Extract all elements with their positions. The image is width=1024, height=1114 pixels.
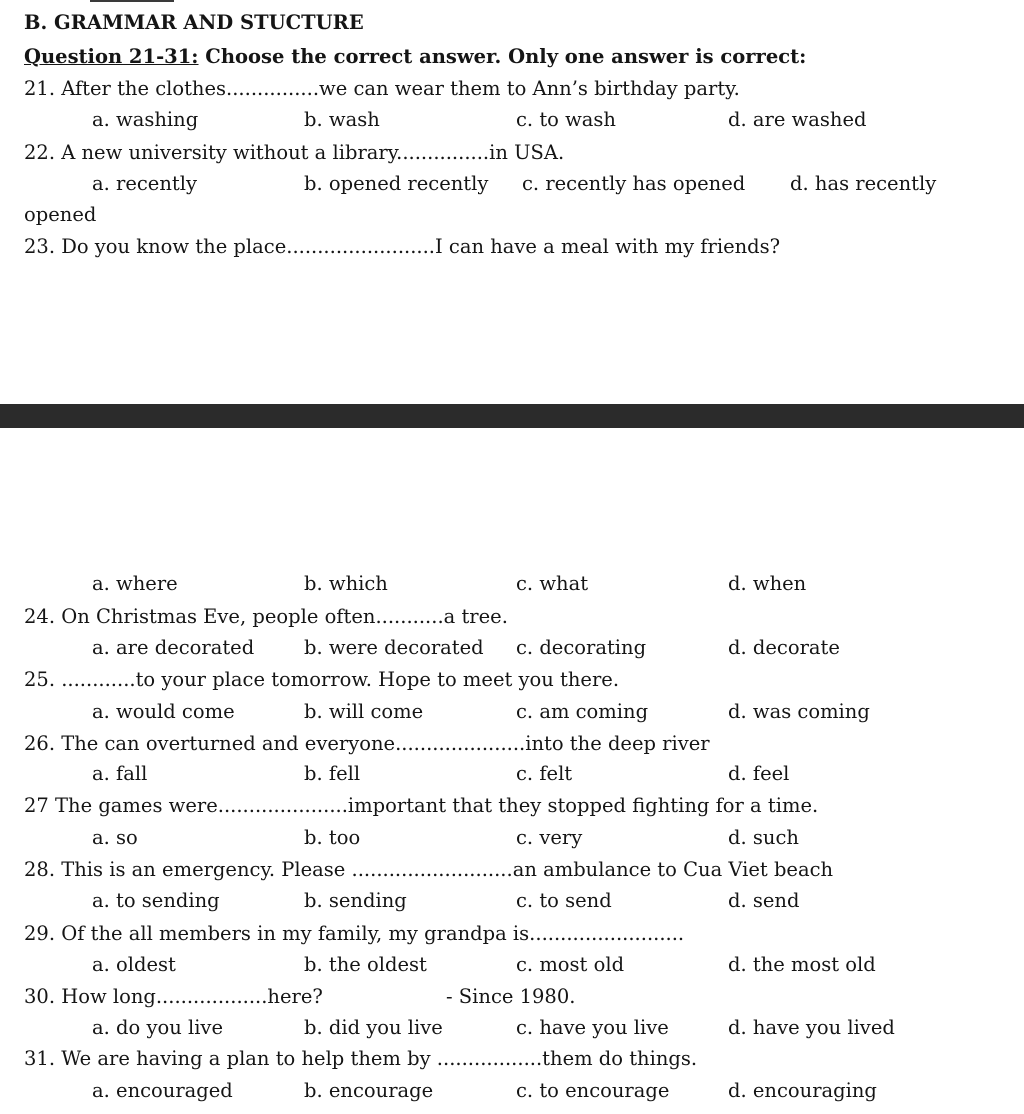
option-d[interactable]: d. the most old (728, 953, 876, 976)
option-b[interactable]: b. encourage (304, 1079, 434, 1102)
option-b[interactable]: b. opened recently (304, 172, 489, 195)
question-stem: 22. A new university without a library...............in USA. (24, 141, 565, 164)
option-b[interactable]: b. wash (304, 108, 380, 131)
option-b[interactable]: b. were decorated (304, 636, 484, 659)
option-d[interactable]: d. are washed (728, 108, 867, 131)
option-a[interactable]: a. encouraged (92, 1079, 233, 1102)
cropped-header-mark (90, 0, 174, 2)
option-c[interactable]: c. very (516, 826, 583, 849)
question-stem: 31. We are having a plan to help them by .................them do things. (24, 1047, 698, 1070)
option-c[interactable]: c. decorating (516, 636, 647, 659)
option-b[interactable]: b. sending (304, 889, 407, 912)
option-d[interactable]: d. was coming (728, 700, 870, 723)
option-b[interactable]: b. too (304, 826, 361, 849)
question-stem: 23. Do you know the place........................I can have a meal with my friends? (24, 235, 781, 258)
option-c[interactable]: c. felt (516, 762, 573, 785)
option-b[interactable]: b. which (304, 572, 388, 595)
question-stem: 24. On Christmas Eve, people often...........a tree. (24, 605, 508, 628)
option-d[interactable]: d. feel (728, 762, 790, 785)
option-a[interactable]: a. would come (92, 700, 235, 723)
option-b[interactable]: b. did you live (304, 1016, 443, 1039)
question-reply: - Since 1980. (446, 985, 576, 1008)
option-c[interactable]: c. recently has opened (522, 172, 746, 195)
redaction-bar (0, 404, 1024, 428)
option-a[interactable]: a. fall (92, 762, 148, 785)
option-a[interactable]: a. where (92, 572, 178, 595)
question-stem: 26. The can overturned and everyone.....................into the deep river (24, 732, 710, 755)
option-d[interactable]: d. when (728, 572, 807, 595)
option-a[interactable]: a. recently (92, 172, 197, 195)
option-d-continuation: opened (24, 203, 97, 226)
option-d[interactable]: d. decorate (728, 636, 840, 659)
question-stem: 21. After the clothes...............we can wear them to Ann’s birthday party. (24, 77, 740, 100)
option-c[interactable]: c. am coming (516, 700, 649, 723)
option-d[interactable]: d. have you lived (728, 1016, 895, 1039)
option-b[interactable]: b. the oldest (304, 953, 427, 976)
option-b[interactable]: b. fell (304, 762, 361, 785)
option-a[interactable]: a. do you live (92, 1016, 223, 1039)
option-c[interactable]: c. have you live (516, 1016, 669, 1039)
option-d[interactable]: d. encouraging (728, 1079, 877, 1102)
question-stem: 25. ............to your place tomorrow. Hope to meet you there. (24, 668, 620, 691)
section-title: B. GRAMMAR AND STUCTURE (24, 11, 364, 34)
option-a[interactable]: a. washing (92, 108, 199, 131)
instruction (24, 44, 806, 70)
question-stem: 27 The games were.....................important that they stopped fighting for a time. (24, 794, 819, 817)
option-a[interactable]: a. so (92, 826, 138, 849)
question-stem: 29. Of the all members in my family, my grandpa is......................... (24, 922, 685, 945)
option-a[interactable]: a. are decorated (92, 636, 255, 659)
option-c[interactable]: c. what (516, 572, 589, 595)
option-c[interactable]: c. to send (516, 889, 612, 912)
question-stem: 28. This is an emergency. Please ..........................an ambulance to Cua Viet beach (24, 858, 834, 881)
option-d[interactable]: d. such (728, 826, 799, 849)
option-c[interactable]: c. to wash (516, 108, 616, 131)
instruction-text: Choose the correct answer. Only one answer is correct: (198, 45, 807, 68)
question-stem: 30. How long..................here? (24, 985, 323, 1008)
option-d[interactable]: d. send (728, 889, 800, 912)
option-b[interactable]: b. will come (304, 700, 424, 723)
option-a[interactable]: a. to sending (92, 889, 220, 912)
instruction-label: Question 21-31: (24, 45, 199, 68)
option-d[interactable]: d. has recently (790, 172, 937, 195)
option-c[interactable]: c. to encourage (516, 1079, 670, 1102)
option-c[interactable]: c. most old (516, 953, 625, 976)
option-a[interactable]: a. oldest (92, 953, 176, 976)
